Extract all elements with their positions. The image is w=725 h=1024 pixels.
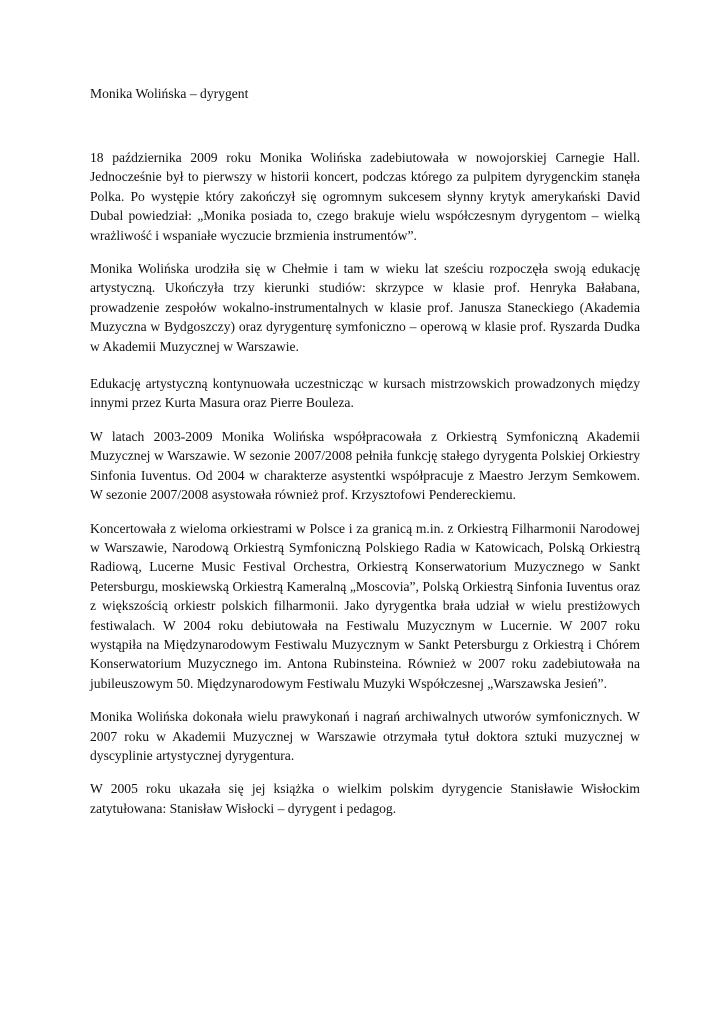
document-body [90, 148, 640, 832]
paragraph-concerts-festivals: Koncertowała z wieloma orkiestrami w Polsce i za granicą m.in. z Orkiestrą Filharmonii Narodowej w Warszawie, Narodową Orkiestrą Symfoniczną Polskiego Radia w Katowicach, Polską Orkiestrą Radiową, Lucerne Music Festival Orchestra, Orkiestrą Konserwatorium Muzycznego w Sankt Petersburgu, moskiewską Orkiestrą Kameralną „Moscovia”, Polską Orkiestrą Sinfonia Iuventus oraz z większością orkiestr polskich filharmonii. Jako dyrygentka brała udział w wielu prestiżowych festiwalach. W 2004 roku debiutowała na Festiwalu Muzycznym w Lucernie. W 2007 roku wystąpiła na Międzynarodowym Festiwalu Muzycznym w Sankt Petersburgu z Orkiestrą i Chórem Konserwatorium Muzycznego im. Antona Rubinsteina. Również w 2007 roku zadebiutowała na jubileuszowym 50. Międzynarodowym Festiwalu Muzyki Współczesnej „Warszawska Jesień”. [90, 520, 640, 691]
paragraph-masterclasses: Edukację artystyczną kontynuowała uczestnicząc w kursach mistrzowskich prowadzonych między innymi przez Kurta Masura oraz Pierre Bouleza. [90, 376, 640, 411]
paragraph-carnegie-hall-debut: 18 października 2009 roku Monika Wolińska zadebiutowała w nowojorskiej Carnegie Hall. Jednocześnie był to pierwszy w historii koncert, podczas którego za pulpitem dyrygenckim stanęła Polka. Po występie który zakończył się ogromnym sukcesem słynny krytyk amerykański David Dubal powiedział: „Monika posiada to, czego brakuje wielu współczesnym dyrygentom – wielką wrażliwość i wspaniałe wyczucie brzmienia instrumentów”. [90, 150, 640, 243]
document-title: Monika Wolińska – dyrygent [90, 86, 249, 101]
paragraph-education: Monika Wolińska urodziła się w Chełmie i tam w wieku lat sześciu rozpoczęła swoją edukację artystyczną. Ukończyła trzy kierunki studiów: skrzypce w klasie prof. Henryka Bałabana, prowadzenie zespołów wokalno-instrumentalnych w klasie prof. Janusza Staneckiego (Akademia Muzyczna w Bydgoszczy) oraz dyrygenturę symfoniczno – operową w klasie prof. Ryszarda Dudka w Akademii Muzycznej w Warszawie. [90, 261, 640, 354]
paragraph-orchestra-collaboration: W latach 2003-2009 Monika Wolińska współpracowała z Orkiestrą Symfoniczną Akademii Muzycznej w Warszawie. W sezonie 2007/2008 pełniła funkcję stałego dyrygenta Polskiej Orkiestry Sinfonia Iuventus. Od 2004 w charakterze asystentki współpracuje z Maestro Jerzym Semkowem. W sezonie 2007/2008 asystowała również prof. Krzysztofowi Pendereckiemu. [90, 428, 640, 503]
paragraph-premieres-doctorate: Monika Wolińska dokonała wielu prawykonań i nagrań archiwalnych utworów symfonicznych. W 2007 roku w Akademii Muzycznej w Warszawie otrzymała tytuł doktora sztuki muzycznej w dyscyplinie artystycznej dyrygentura. [90, 709, 640, 763]
paragraph-book: W 2005 roku ukazała się jej książka o wielkim polskim dyrygencie Stanisławie Wisłockim zatytułowana: Stanisław Wisłocki – dyrygent i pedagog. [90, 781, 640, 816]
